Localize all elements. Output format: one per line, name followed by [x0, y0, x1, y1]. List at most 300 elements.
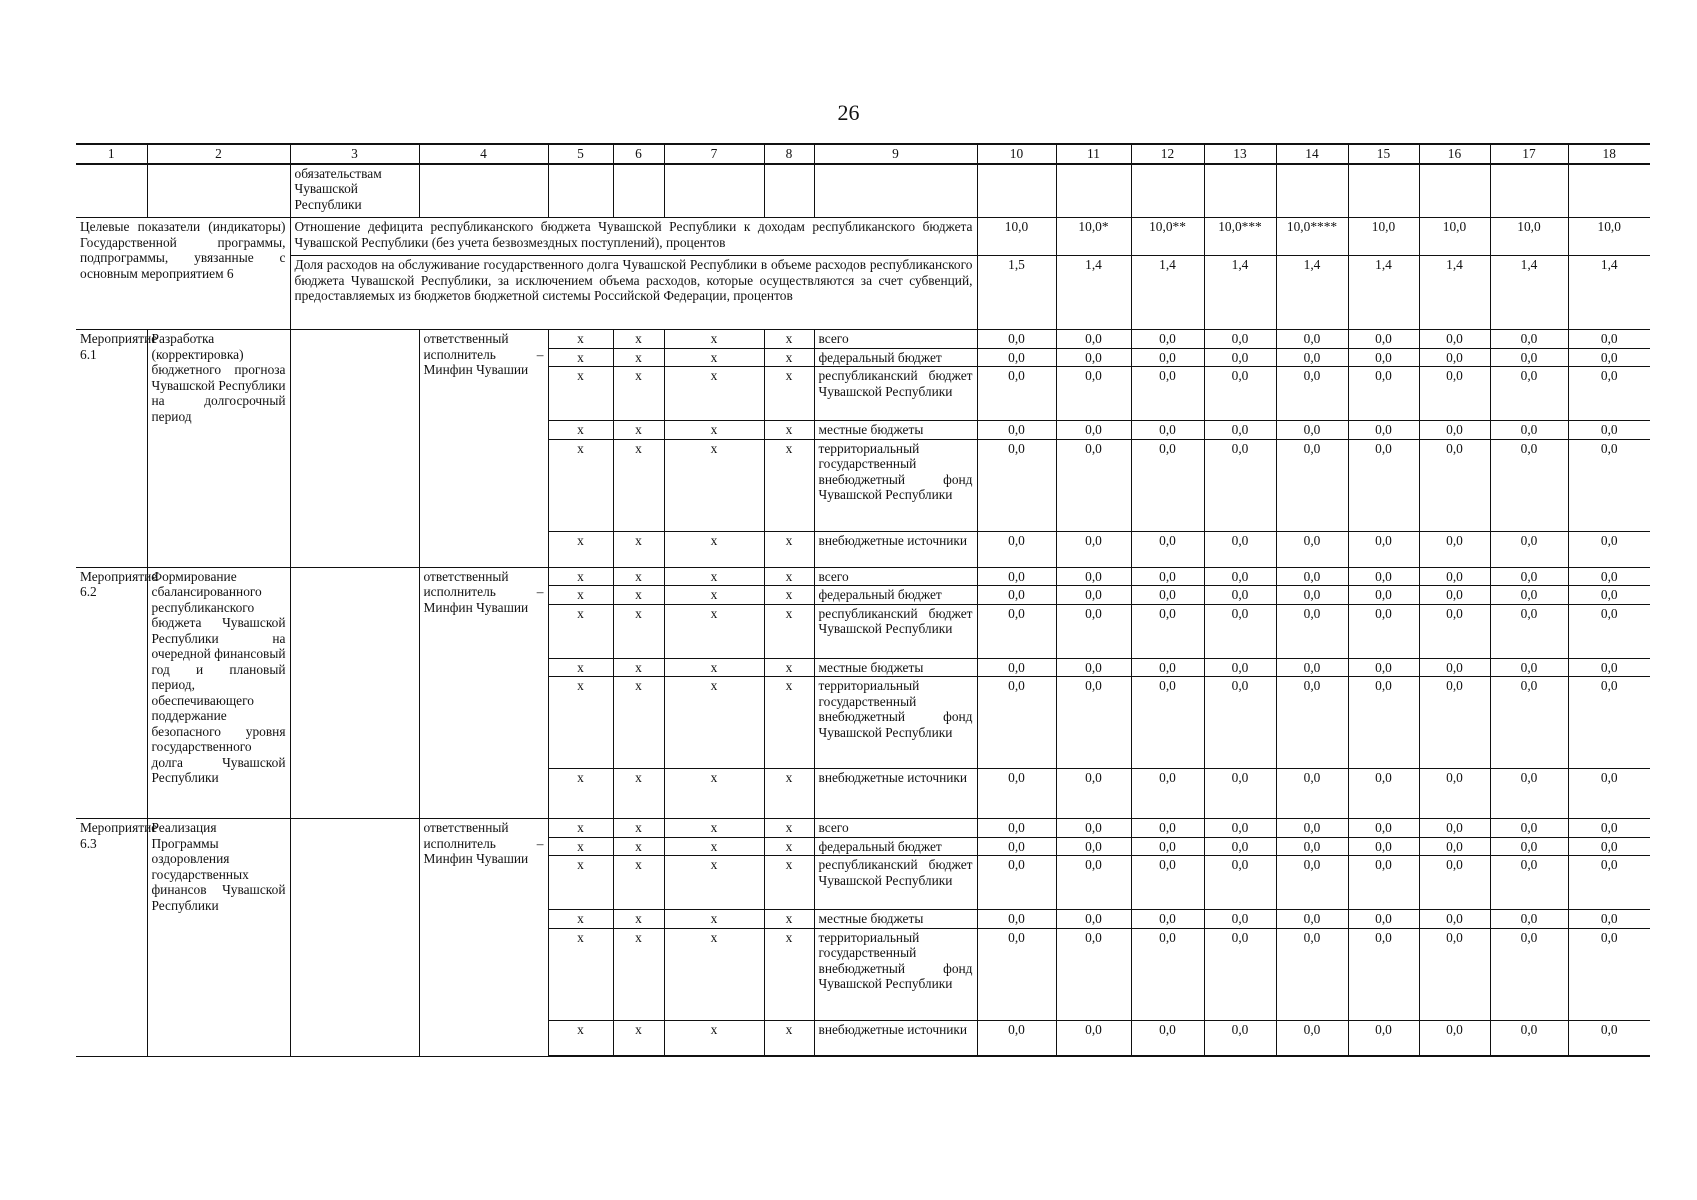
amount-cell: 0,0 — [1204, 856, 1276, 910]
column-number: 15 — [1348, 144, 1419, 164]
code-cell: x — [664, 658, 764, 677]
amount-cell: 0,0 — [1568, 586, 1650, 605]
amount-cell: 0,0 — [1419, 604, 1490, 658]
amount-cell: 0,0 — [1568, 769, 1650, 819]
amount-cell: 0,0 — [1276, 348, 1348, 367]
amount-cell: 0,0 — [1568, 1020, 1650, 1056]
measure-label: Мероприятие 6.1 — [76, 330, 147, 568]
code-cell: x — [664, 769, 764, 819]
amount-cell: 0,0 — [1204, 586, 1276, 605]
amount-cell: 0,0 — [1419, 367, 1490, 421]
amount-cell: 0,0 — [1131, 348, 1204, 367]
code-cell: x — [613, 1020, 664, 1056]
funding-row — [76, 330, 1650, 349]
indicator-value: 10,0*** — [1204, 218, 1276, 256]
amount-cell: 0,0 — [1490, 586, 1568, 605]
code-cell: x — [548, 586, 613, 605]
code-cell: x — [764, 769, 814, 819]
code-cell: x — [664, 439, 764, 531]
code-cell: x — [613, 856, 664, 910]
amount-cell: 0,0 — [1056, 856, 1131, 910]
column-number: 10 — [977, 144, 1056, 164]
indicator-row — [76, 218, 1650, 256]
indicator-value: 1,4 — [1056, 256, 1131, 330]
code-cell: x — [764, 367, 814, 421]
amount-cell: 0,0 — [1131, 819, 1204, 838]
code-cell: x — [664, 531, 764, 567]
amount-cell: 0,0 — [1276, 439, 1348, 531]
code-cell: x — [613, 837, 664, 856]
indicator-value: 1,4 — [1276, 256, 1348, 330]
funding-source: республиканский бюджет Чувашской Республики — [814, 367, 977, 421]
column-number: 9 — [814, 144, 977, 164]
amount-cell: 0,0 — [1419, 928, 1490, 1020]
amount-cell: 0,0 — [1348, 367, 1419, 421]
column-number: 4 — [419, 144, 548, 164]
amount-cell: 0,0 — [1056, 928, 1131, 1020]
code-cell: x — [664, 856, 764, 910]
code-cell: x — [548, 531, 613, 567]
funding-source: внебюджетные источники — [814, 531, 977, 567]
amount-cell: 0,0 — [1276, 567, 1348, 586]
indicator-value: 10,0**** — [1276, 218, 1348, 256]
amount-cell: 0,0 — [1131, 567, 1204, 586]
code-cell: x — [613, 928, 664, 1020]
code-cell: x — [664, 567, 764, 586]
code-cell: x — [664, 819, 764, 838]
amount-cell: 0,0 — [1276, 1020, 1348, 1056]
funding-source: территориальный государственный внебюджетный фонд Чувашской Республики — [814, 677, 977, 769]
column-number: 14 — [1276, 144, 1348, 164]
funding-source: внебюджетные источники — [814, 769, 977, 819]
code-cell: x — [548, 330, 613, 349]
amount-cell: 0,0 — [1568, 658, 1650, 677]
amount-cell: 0,0 — [977, 1020, 1056, 1056]
amount-cell: 0,0 — [1131, 928, 1204, 1020]
amount-cell: 0,0 — [1419, 330, 1490, 349]
amount-cell: 0,0 — [1276, 769, 1348, 819]
funding-row — [76, 819, 1650, 838]
code-cell: x — [613, 677, 664, 769]
amount-cell: 0,0 — [1568, 677, 1650, 769]
indicator-value: 1,4 — [1490, 256, 1568, 330]
amount-cell: 0,0 — [1568, 348, 1650, 367]
code-cell: x — [613, 348, 664, 367]
amount-cell: 0,0 — [1490, 837, 1568, 856]
amount-cell: 0,0 — [1568, 819, 1650, 838]
amount-cell: 0,0 — [1568, 439, 1650, 531]
code-cell: x — [764, 677, 814, 769]
amount-cell: 0,0 — [1204, 658, 1276, 677]
amount-cell: 0,0 — [1490, 531, 1568, 567]
amount-cell: 0,0 — [1204, 819, 1276, 838]
code-cell: x — [613, 819, 664, 838]
amount-cell: 0,0 — [1348, 439, 1419, 531]
amount-cell: 0,0 — [1204, 348, 1276, 367]
code-cell: x — [764, 421, 814, 440]
amount-cell: 0,0 — [1490, 367, 1568, 421]
indicator-value: 1,4 — [1568, 256, 1650, 330]
column-number: 7 — [664, 144, 764, 164]
amount-cell: 0,0 — [1056, 421, 1131, 440]
funding-source: внебюджетные источники — [814, 1020, 977, 1056]
indicator-value: 1,4 — [1348, 256, 1419, 330]
amount-cell: 0,0 — [1204, 837, 1276, 856]
amount-cell: 0,0 — [1276, 658, 1348, 677]
amount-cell: 0,0 — [1490, 348, 1568, 367]
amount-cell: 0,0 — [1490, 421, 1568, 440]
indicator-value: 10,0** — [1131, 218, 1204, 256]
amount-cell: 0,0 — [1419, 439, 1490, 531]
amount-cell: 0,0 — [1204, 910, 1276, 929]
indicator-value: 1,4 — [1131, 256, 1204, 330]
code-cell: x — [764, 819, 814, 838]
amount-cell: 0,0 — [1490, 658, 1568, 677]
amount-cell: 0,0 — [1276, 421, 1348, 440]
indicator-value: 10,0 — [1568, 218, 1650, 256]
code-cell: x — [613, 567, 664, 586]
amount-cell: 0,0 — [1348, 910, 1419, 929]
indicator-value: 10,0 — [977, 218, 1056, 256]
measure-name: Реализация Программы оздоровления государственных финансов Чувашской Республики — [147, 819, 290, 1057]
code-cell: x — [548, 928, 613, 1020]
amount-cell: 0,0 — [1131, 421, 1204, 440]
code-cell: x — [664, 677, 764, 769]
amount-cell: 0,0 — [1419, 819, 1490, 838]
indicator-value: 1,4 — [1204, 256, 1276, 330]
amount-cell: 0,0 — [1419, 567, 1490, 586]
amount-cell: 0,0 — [1419, 856, 1490, 910]
code-cell: x — [548, 367, 613, 421]
amount-cell: 0,0 — [1056, 677, 1131, 769]
amount-cell: 0,0 — [1419, 1020, 1490, 1056]
amount-cell: 0,0 — [977, 837, 1056, 856]
amount-cell: 0,0 — [1131, 769, 1204, 819]
amount-cell: 0,0 — [1204, 330, 1276, 349]
amount-cell: 0,0 — [1348, 819, 1419, 838]
indicator-text: Доля расходов на обслуживание государственного долга Чувашской Республики в объеме расходов республиканского бюджета Чувашской Республики, за исключением объема расходов, которые осуществляются за счет субвенций, предоставляемых из бюджетов бюджетной системы Российской Федерации, процентов — [290, 256, 977, 330]
code-cell: x — [548, 348, 613, 367]
code-cell: x — [613, 367, 664, 421]
code-cell: x — [764, 856, 814, 910]
amount-cell: 0,0 — [1419, 586, 1490, 605]
executor: ответственный исполнитель – Минфин Чувашии — [419, 330, 548, 568]
amount-cell: 0,0 — [1419, 658, 1490, 677]
targets-label: Целевые показатели (индикаторы) Государственной программы, подпрограммы, увязанные с основным мероприятием 6 — [76, 218, 290, 330]
amount-cell: 0,0 — [977, 367, 1056, 421]
code-cell: x — [548, 837, 613, 856]
code-cell: x — [664, 604, 764, 658]
amount-cell: 0,0 — [1131, 658, 1204, 677]
amount-cell: 0,0 — [1568, 604, 1650, 658]
measure-name: Разработка (корректировка) бюджетного прогноза Чувашской Республики на долгосрочный период — [147, 330, 290, 568]
amount-cell: 0,0 — [1056, 367, 1131, 421]
funding-source: местные бюджеты — [814, 910, 977, 929]
column-number: 13 — [1204, 144, 1276, 164]
code-cell: x — [613, 604, 664, 658]
measure-label: Мероприятие 6.2 — [76, 567, 147, 819]
empty-cell — [290, 330, 419, 568]
column-number-row — [76, 144, 1650, 164]
column-number: 11 — [1056, 144, 1131, 164]
amount-cell: 0,0 — [1131, 367, 1204, 421]
code-cell: x — [548, 421, 613, 440]
code-cell: x — [764, 928, 814, 1020]
code-cell: x — [548, 658, 613, 677]
indicator-value: 1,4 — [1419, 256, 1490, 330]
amount-cell: 0,0 — [1348, 330, 1419, 349]
amount-cell: 0,0 — [1131, 604, 1204, 658]
amount-cell: 0,0 — [1348, 348, 1419, 367]
code-cell: x — [764, 658, 814, 677]
amount-cell: 0,0 — [1204, 439, 1276, 531]
column-number: 1 — [76, 144, 147, 164]
amount-cell: 0,0 — [977, 604, 1056, 658]
amount-cell: 0,0 — [977, 586, 1056, 605]
amount-cell: 0,0 — [1276, 330, 1348, 349]
column-number: 5 — [548, 144, 613, 164]
amount-cell: 0,0 — [1276, 856, 1348, 910]
indicator-value: 10,0 — [1348, 218, 1419, 256]
amount-cell: 0,0 — [977, 421, 1056, 440]
amount-cell: 0,0 — [1490, 677, 1568, 769]
code-cell: x — [548, 1020, 613, 1056]
column-number: 2 — [147, 144, 290, 164]
amount-cell: 0,0 — [1056, 330, 1131, 349]
funding-source: всего — [814, 567, 977, 586]
amount-cell: 0,0 — [1568, 330, 1650, 349]
code-cell: x — [764, 348, 814, 367]
amount-cell: 0,0 — [977, 658, 1056, 677]
funding-source: местные бюджеты — [814, 658, 977, 677]
executor: ответственный исполнитель – Минфин Чувашии — [419, 819, 548, 1057]
amount-cell: 0,0 — [1490, 439, 1568, 531]
amount-cell: 0,0 — [1568, 367, 1650, 421]
amount-cell: 0,0 — [1056, 819, 1131, 838]
amount-cell: 0,0 — [1348, 928, 1419, 1020]
amount-cell: 0,0 — [1490, 928, 1568, 1020]
empty-cell — [290, 567, 419, 819]
amount-cell: 0,0 — [1131, 330, 1204, 349]
funding-source: местные бюджеты — [814, 421, 977, 440]
amount-cell: 0,0 — [1348, 567, 1419, 586]
code-cell: x — [613, 439, 664, 531]
code-cell: x — [613, 658, 664, 677]
indicator-value: 10,0 — [1490, 218, 1568, 256]
continuation-row — [76, 164, 1650, 218]
code-cell: x — [664, 837, 764, 856]
amount-cell: 0,0 — [1131, 586, 1204, 605]
amount-cell: 0,0 — [1276, 910, 1348, 929]
amount-cell: 0,0 — [1056, 348, 1131, 367]
amount-cell: 0,0 — [1276, 367, 1348, 421]
amount-cell: 0,0 — [1204, 567, 1276, 586]
amount-cell: 0,0 — [1131, 1020, 1204, 1056]
amount-cell: 0,0 — [1276, 531, 1348, 567]
amount-cell: 0,0 — [977, 348, 1056, 367]
amount-cell: 0,0 — [1419, 421, 1490, 440]
amount-cell: 0,0 — [1348, 677, 1419, 769]
indicator-row — [76, 256, 1650, 330]
indicator-value: 1,5 — [977, 256, 1056, 330]
code-cell: x — [764, 567, 814, 586]
amount-cell: 0,0 — [977, 567, 1056, 586]
amount-cell: 0,0 — [1490, 856, 1568, 910]
program-table — [76, 143, 1650, 1057]
amount-cell: 0,0 — [1204, 604, 1276, 658]
amount-cell: 0,0 — [1490, 604, 1568, 658]
funding-source: республиканский бюджет Чувашской Республики — [814, 856, 977, 910]
amount-cell: 0,0 — [1056, 586, 1131, 605]
continuation-text: обязательствам Чувашской Республики — [290, 164, 419, 218]
amount-cell: 0,0 — [1490, 769, 1568, 819]
amount-cell: 0,0 — [1568, 567, 1650, 586]
code-cell: x — [764, 531, 814, 567]
column-number: 17 — [1490, 144, 1568, 164]
amount-cell: 0,0 — [1490, 330, 1568, 349]
amount-cell: 0,0 — [1056, 567, 1131, 586]
funding-row — [76, 567, 1650, 586]
amount-cell: 0,0 — [1419, 677, 1490, 769]
funding-source: всего — [814, 330, 977, 349]
amount-cell: 0,0 — [1131, 677, 1204, 769]
funding-source: федеральный бюджет — [814, 837, 977, 856]
amount-cell: 0,0 — [977, 531, 1056, 567]
code-cell: x — [548, 604, 613, 658]
amount-cell: 0,0 — [977, 928, 1056, 1020]
column-number: 16 — [1419, 144, 1490, 164]
indicator-text: Отношение дефицита республиканского бюджета Чувашской Республики к доходам республиканского бюджета Чувашской Республики (без учета безвозмездных поступлений), процентов — [290, 218, 977, 256]
amount-cell: 0,0 — [1348, 421, 1419, 440]
funding-source: территориальный государственный внебюджетный фонд Чувашской Республики — [814, 439, 977, 531]
code-cell: x — [664, 928, 764, 1020]
code-cell: x — [764, 1020, 814, 1056]
amount-cell: 0,0 — [977, 856, 1056, 910]
amount-cell: 0,0 — [1056, 769, 1131, 819]
amount-cell: 0,0 — [1276, 837, 1348, 856]
code-cell: x — [764, 586, 814, 605]
code-cell: x — [548, 856, 613, 910]
amount-cell: 0,0 — [1348, 856, 1419, 910]
amount-cell: 0,0 — [977, 819, 1056, 838]
amount-cell: 0,0 — [1131, 856, 1204, 910]
amount-cell: 0,0 — [1204, 1020, 1276, 1056]
code-cell: x — [764, 910, 814, 929]
code-cell: x — [664, 586, 764, 605]
amount-cell: 0,0 — [1056, 531, 1131, 567]
measure-label: Мероприятие 6.3 — [76, 819, 147, 1057]
amount-cell: 0,0 — [1276, 677, 1348, 769]
amount-cell: 0,0 — [1348, 1020, 1419, 1056]
code-cell: x — [664, 330, 764, 349]
funding-source: федеральный бюджет — [814, 586, 977, 605]
amount-cell: 0,0 — [1056, 837, 1131, 856]
amount-cell: 0,0 — [1204, 367, 1276, 421]
code-cell: x — [764, 604, 814, 658]
column-number: 8 — [764, 144, 814, 164]
column-number: 6 — [613, 144, 664, 164]
funding-source: всего — [814, 819, 977, 838]
code-cell: x — [548, 677, 613, 769]
amount-cell: 0,0 — [1419, 769, 1490, 819]
amount-cell: 0,0 — [1490, 819, 1568, 838]
amount-cell: 0,0 — [977, 330, 1056, 349]
amount-cell: 0,0 — [1056, 1020, 1131, 1056]
amount-cell: 0,0 — [977, 769, 1056, 819]
amount-cell: 0,0 — [977, 439, 1056, 531]
funding-source: территориальный государственный внебюджетный фонд Чувашской Республики — [814, 928, 977, 1020]
amount-cell: 0,0 — [1056, 910, 1131, 929]
amount-cell: 0,0 — [1131, 910, 1204, 929]
measure-name: Формирование сбалансированного республиканского бюджета Чувашской Республики на очередной финансовый год и плановый период, обеспечивающего поддержание безопасного уровня государственного долга Чувашской Республики — [147, 567, 290, 819]
amount-cell: 0,0 — [1568, 531, 1650, 567]
code-cell: x — [548, 769, 613, 819]
amount-cell: 0,0 — [1131, 837, 1204, 856]
amount-cell: 0,0 — [1276, 586, 1348, 605]
code-cell: x — [613, 910, 664, 929]
amount-cell: 0,0 — [1348, 604, 1419, 658]
amount-cell: 0,0 — [1348, 531, 1419, 567]
code-cell: x — [664, 421, 764, 440]
column-number: 12 — [1131, 144, 1204, 164]
code-cell: x — [764, 837, 814, 856]
amount-cell: 0,0 — [1568, 421, 1650, 440]
amount-cell: 0,0 — [1568, 928, 1650, 1020]
page-number: 26 — [837, 100, 860, 125]
executor: ответственный исполнитель – Минфин Чувашии — [419, 567, 548, 819]
amount-cell: 0,0 — [1568, 856, 1650, 910]
code-cell: x — [613, 769, 664, 819]
amount-cell: 0,0 — [1131, 439, 1204, 531]
amount-cell: 0,0 — [1204, 421, 1276, 440]
code-cell: x — [613, 586, 664, 605]
code-cell: x — [613, 531, 664, 567]
amount-cell: 0,0 — [1348, 769, 1419, 819]
funding-source: республиканский бюджет Чувашской Республики — [814, 604, 977, 658]
amount-cell: 0,0 — [1490, 567, 1568, 586]
amount-cell: 0,0 — [1276, 819, 1348, 838]
amount-cell: 0,0 — [1204, 769, 1276, 819]
code-cell: x — [664, 348, 764, 367]
amount-cell: 0,0 — [1276, 928, 1348, 1020]
code-cell: x — [613, 330, 664, 349]
indicator-value: 10,0 — [1419, 218, 1490, 256]
amount-cell: 0,0 — [1204, 531, 1276, 567]
code-cell: x — [664, 910, 764, 929]
code-cell: x — [764, 330, 814, 349]
amount-cell: 0,0 — [1419, 531, 1490, 567]
amount-cell: 0,0 — [1348, 658, 1419, 677]
code-cell: x — [664, 1020, 764, 1056]
amount-cell: 0,0 — [1131, 531, 1204, 567]
amount-cell: 0,0 — [1348, 837, 1419, 856]
amount-cell: 0,0 — [1568, 910, 1650, 929]
amount-cell: 0,0 — [977, 677, 1056, 769]
amount-cell: 0,0 — [1276, 604, 1348, 658]
amount-cell: 0,0 — [1204, 928, 1276, 1020]
amount-cell: 0,0 — [1348, 586, 1419, 605]
column-number: 18 — [1568, 144, 1650, 164]
amount-cell: 0,0 — [1056, 439, 1131, 531]
code-cell: x — [548, 910, 613, 929]
code-cell: x — [548, 819, 613, 838]
column-number: 3 — [290, 144, 419, 164]
code-cell: x — [613, 421, 664, 440]
code-cell: x — [664, 367, 764, 421]
empty-cell — [290, 819, 419, 1057]
code-cell: x — [764, 439, 814, 531]
amount-cell: 0,0 — [1490, 1020, 1568, 1056]
